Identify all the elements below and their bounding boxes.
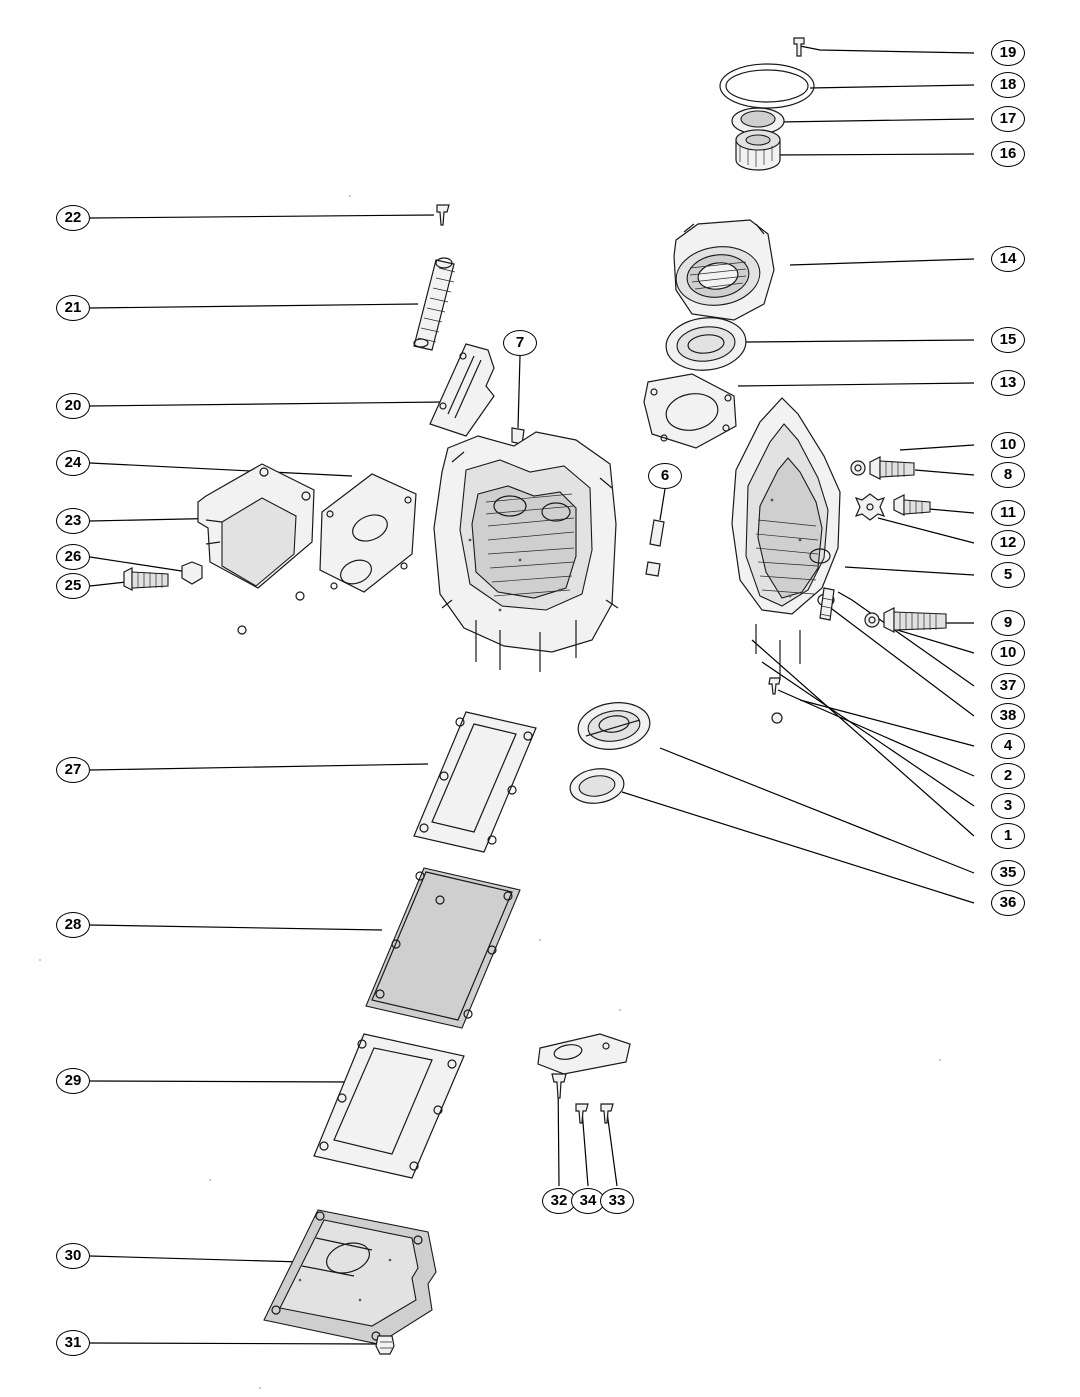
callout-10-upper[interactable]: 10 (991, 432, 1025, 458)
callout-27[interactable]: 27 (56, 757, 90, 783)
part-8-bolt (870, 457, 914, 479)
callout-3[interactable]: 3 (991, 793, 1025, 819)
callout-32[interactable]: 32 (542, 1188, 576, 1214)
callout-1[interactable]: 1 (991, 823, 1025, 849)
callout-38[interactable]: 38 (991, 703, 1025, 729)
callout-12[interactable]: 12 (991, 530, 1025, 556)
callout-2[interactable]: 2 (991, 763, 1025, 789)
callout-10-lower[interactable]: 10 (991, 640, 1025, 666)
part-9-long-bolt (884, 608, 946, 632)
callout-5[interactable]: 5 (991, 562, 1025, 588)
part-21-reed-strip (414, 258, 455, 350)
callout-30[interactable]: 30 (56, 1243, 90, 1269)
callout-23[interactable]: 23 (56, 508, 90, 534)
part-5-crankcase-half (732, 398, 840, 680)
callout-37[interactable]: 37 (991, 673, 1025, 699)
part-36-seal (568, 765, 626, 806)
callout-8[interactable]: 8 (991, 462, 1025, 488)
callout-6[interactable]: 6 (648, 463, 682, 489)
callout-9[interactable]: 9 (991, 610, 1025, 636)
part-24-gasket (320, 474, 416, 592)
part-10-washer-lower (865, 613, 879, 627)
part-34-screw (576, 1104, 588, 1123)
callout-14[interactable]: 14 (991, 246, 1025, 272)
callout-26[interactable]: 26 (56, 544, 90, 570)
part-32-screw (552, 1074, 566, 1098)
part-28-cover-plate (366, 868, 520, 1028)
callout-19[interactable]: 19 (991, 40, 1025, 66)
part-30-end-cover (264, 1210, 436, 1344)
part-35-seal (575, 698, 653, 754)
callout-31[interactable]: 31 (56, 1330, 90, 1356)
callout-16[interactable]: 16 (991, 141, 1025, 167)
callout-36[interactable]: 36 (991, 890, 1025, 916)
part-12-lockwasher (856, 494, 884, 520)
callout-13[interactable]: 13 (991, 370, 1025, 396)
part-15-seal-ring (664, 314, 749, 374)
part-6-dowel (646, 520, 664, 576)
callout-34[interactable]: 34 (571, 1188, 605, 1214)
part-31-fitting (376, 1336, 394, 1354)
part-22-screw (437, 205, 449, 225)
part-16-bearing (736, 130, 780, 170)
part-14-end-cap (672, 220, 774, 320)
callout-28[interactable]: 28 (56, 912, 90, 938)
callout-22[interactable]: 22 (56, 205, 90, 231)
part-20-intake-gasket (430, 344, 494, 436)
callout-11[interactable]: 11 (991, 500, 1025, 526)
part-27-gasket (414, 712, 536, 852)
callout-17[interactable]: 17 (991, 106, 1025, 132)
part-10-washer-upper (851, 461, 865, 475)
part-37-stud (820, 588, 834, 620)
part-11-bolt (894, 495, 930, 515)
callout-25[interactable]: 25 (56, 573, 90, 599)
leader-lines (90, 46, 974, 1344)
part-4-plug (772, 713, 782, 723)
callout-33[interactable]: 33 (600, 1188, 634, 1214)
part-reed-stop-strip (538, 1034, 630, 1074)
callout-29[interactable]: 29 (56, 1068, 90, 1094)
callout-35[interactable]: 35 (991, 860, 1025, 886)
callout-15[interactable]: 15 (991, 327, 1025, 353)
callout-18[interactable]: 18 (991, 72, 1025, 98)
part-25-bolt (124, 568, 168, 590)
part-cylinder-block (434, 432, 618, 672)
callout-4[interactable]: 4 (991, 733, 1025, 759)
part-18-o-ring (720, 64, 814, 108)
callout-20[interactable]: 20 (56, 393, 90, 419)
callout-21[interactable]: 21 (56, 295, 90, 321)
part-13-gasket (644, 374, 736, 448)
part-33-screw (601, 1104, 613, 1123)
part-26-nut (182, 562, 202, 584)
part-29-gasket (314, 1034, 464, 1178)
callout-7[interactable]: 7 (503, 330, 537, 356)
part-38-screw (769, 678, 780, 694)
part-23-bracket (198, 464, 314, 634)
callout-24[interactable]: 24 (56, 450, 90, 476)
